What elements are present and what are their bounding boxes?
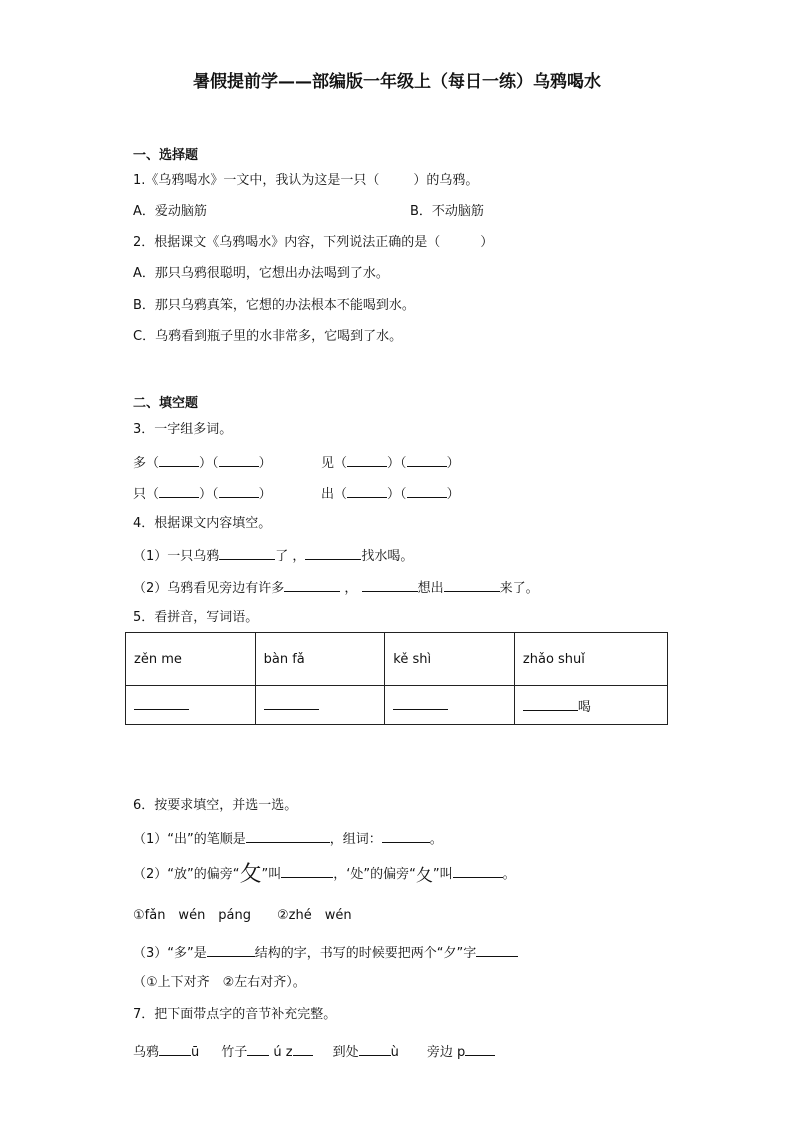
q6-choice-hint: （①上下对齐 ②左右对齐）。 bbox=[133, 975, 306, 990]
section-heading-fill: 二、填空题 bbox=[133, 396, 199, 411]
q7-blank[interactable] bbox=[359, 1043, 391, 1056]
paren: ） bbox=[387, 456, 401, 471]
q2-option-a[interactable]: A．那只乌鸦很聪明，它想出办法喝到了水。 bbox=[133, 266, 389, 281]
q7-blank[interactable] bbox=[159, 1043, 191, 1056]
q6-blank[interactable] bbox=[453, 865, 503, 878]
q6-line-3 bbox=[133, 944, 518, 962]
paren: （ bbox=[334, 456, 348, 471]
paren: ） bbox=[258, 456, 272, 471]
q6-blank[interactable] bbox=[281, 865, 333, 878]
q4-line-1 bbox=[133, 547, 413, 565]
text: 到处 bbox=[332, 1045, 359, 1060]
page-title: 暑假提前学——部编版一年级上（每日一练）乌鸦喝水 bbox=[193, 72, 601, 92]
text: 竹子 bbox=[221, 1045, 248, 1060]
q6-options: ①fǎn wén páng ②zhé wén bbox=[133, 908, 352, 923]
text: ，‘处”的偏旁“ bbox=[333, 867, 416, 882]
q1-option-a[interactable]: A．爱动脑筋 bbox=[133, 204, 207, 219]
paren: ） bbox=[258, 487, 272, 502]
text: （1）“出”的笔顺是 bbox=[133, 832, 246, 847]
paren: （ bbox=[146, 456, 160, 471]
answer-blank[interactable] bbox=[393, 697, 448, 710]
pinyin-cell: bàn fǎ bbox=[255, 633, 385, 686]
text: ù bbox=[390, 1045, 399, 1060]
pinyin-table bbox=[125, 632, 668, 725]
q3-char: 见 bbox=[321, 456, 335, 471]
q6-stem: 6．按要求填空，并选一选。 bbox=[133, 798, 298, 813]
q3-blank[interactable] bbox=[159, 454, 199, 467]
q1-stem-end: ）的乌鸦。 bbox=[413, 173, 479, 188]
text: ū bbox=[191, 1045, 200, 1060]
paren: ） bbox=[387, 487, 401, 502]
q1-option-b[interactable]: B．不动脑筋 bbox=[410, 204, 484, 219]
pinyin-cell: zhǎo shuǐ bbox=[514, 633, 667, 686]
answer-blank[interactable] bbox=[134, 697, 189, 710]
answer-cell[interactable] bbox=[514, 686, 667, 725]
text: （1）一只乌鸦 bbox=[133, 549, 220, 564]
q2-stem-end: ） bbox=[480, 235, 494, 250]
paren: （ bbox=[400, 456, 407, 471]
q2-option-c[interactable]: C．乌鸦看到瓶子里的水非常多，它喝到了水。 bbox=[133, 329, 403, 344]
question-1 bbox=[133, 173, 478, 189]
q3-blank[interactable] bbox=[347, 454, 387, 467]
text: 找水喝。 bbox=[361, 549, 414, 564]
q3-blank[interactable] bbox=[347, 485, 387, 498]
q7-blank[interactable] bbox=[247, 1043, 269, 1056]
q3-row-1 bbox=[133, 454, 272, 472]
text: ”叫 bbox=[261, 867, 282, 882]
q6-blank[interactable] bbox=[207, 944, 255, 957]
q7-blank[interactable] bbox=[465, 1043, 495, 1056]
q4-line-2 bbox=[133, 579, 539, 597]
q5-stem: 5．看拼音，写词语。 bbox=[133, 610, 259, 625]
text: （3）“多”是 bbox=[133, 946, 207, 961]
q6-line-1 bbox=[133, 830, 443, 848]
q4-blank[interactable] bbox=[305, 547, 361, 560]
q6-line-2 bbox=[133, 862, 516, 887]
text: 想出 bbox=[417, 581, 444, 596]
q3-blank[interactable] bbox=[407, 454, 447, 467]
pinyin-row bbox=[126, 633, 668, 686]
q3-char: 多 bbox=[133, 456, 147, 471]
answer-cell[interactable] bbox=[126, 686, 256, 725]
radical-glyph: 攵 bbox=[239, 862, 262, 887]
section-heading-choice: 一、选择题 bbox=[133, 148, 199, 163]
text: 来了。 bbox=[499, 581, 539, 596]
q6-blank[interactable] bbox=[476, 944, 518, 957]
answer-cell[interactable] bbox=[255, 686, 385, 725]
text: （2）乌鸦看见旁边有许多 bbox=[133, 581, 285, 596]
answer-cell[interactable] bbox=[385, 686, 515, 725]
answer-blank[interactable] bbox=[264, 697, 319, 710]
paren: （ bbox=[146, 487, 160, 502]
q3-blank[interactable] bbox=[219, 454, 259, 467]
q3-blank[interactable] bbox=[219, 485, 259, 498]
paren: ） bbox=[446, 487, 460, 502]
q7-line bbox=[133, 1043, 495, 1061]
suffix-char: 喝 bbox=[577, 699, 591, 715]
q7-blank[interactable] bbox=[293, 1043, 313, 1056]
q6-blank[interactable] bbox=[246, 830, 330, 843]
q3-blank[interactable] bbox=[159, 485, 199, 498]
q3-char: 只 bbox=[133, 487, 147, 502]
text: 了 ， bbox=[275, 549, 306, 564]
q4-blank[interactable] bbox=[219, 547, 275, 560]
q4-blank[interactable] bbox=[444, 579, 500, 592]
pinyin-cell: kě shì bbox=[385, 633, 515, 686]
paren: （ bbox=[212, 456, 219, 471]
text: ”叫 bbox=[432, 867, 453, 882]
radical-glyph: 夂 bbox=[415, 866, 433, 886]
text: ， bbox=[340, 581, 358, 596]
q3-row-2b bbox=[321, 485, 460, 503]
q2-stem-start: 2．根据课文《乌鸦喝水》内容，下列说法正确的是（ bbox=[133, 235, 441, 250]
paren: （ bbox=[334, 487, 348, 502]
question-2 bbox=[133, 235, 493, 251]
paren: ） bbox=[199, 456, 213, 471]
text: 。 bbox=[429, 832, 443, 847]
paren: （ bbox=[400, 487, 407, 502]
text: 结构的字，书写的时候要把两个“夕”字 bbox=[254, 946, 477, 961]
q4-blank[interactable] bbox=[284, 579, 340, 592]
text: 。 bbox=[502, 867, 516, 882]
q2-option-b[interactable]: B．那只乌鸦真笨，它想的办法根本不能喝到水。 bbox=[133, 298, 415, 313]
q6-blank[interactable] bbox=[382, 830, 430, 843]
text: ，组词： bbox=[329, 832, 382, 847]
q3-blank[interactable] bbox=[407, 485, 447, 498]
q7-stem: 7．把下面带点字的音节补充完整。 bbox=[133, 1007, 337, 1022]
q4-blank[interactable] bbox=[362, 579, 418, 592]
text: ú z bbox=[269, 1045, 293, 1060]
answer-blank[interactable] bbox=[523, 698, 578, 711]
paren: ） bbox=[199, 487, 213, 502]
pinyin-cell: zěn me bbox=[126, 633, 256, 686]
answer-row bbox=[126, 686, 668, 725]
text: 乌鸦 bbox=[133, 1045, 160, 1060]
text: （2）“放”的偏旁“ bbox=[133, 867, 240, 882]
q3-row-2 bbox=[133, 485, 272, 503]
q4-stem: 4．根据课文内容填空。 bbox=[133, 516, 272, 531]
q3-char: 出 bbox=[321, 487, 335, 502]
paren: ） bbox=[446, 456, 460, 471]
text: 旁边 p bbox=[426, 1045, 466, 1060]
q1-stem-start: 1.《乌鸦喝水》一文中，我认为这是一只（ bbox=[133, 173, 380, 188]
q3-stem: 3．一字组多词。 bbox=[133, 422, 233, 437]
paren: （ bbox=[212, 487, 219, 502]
q3-row-1b bbox=[321, 454, 460, 472]
